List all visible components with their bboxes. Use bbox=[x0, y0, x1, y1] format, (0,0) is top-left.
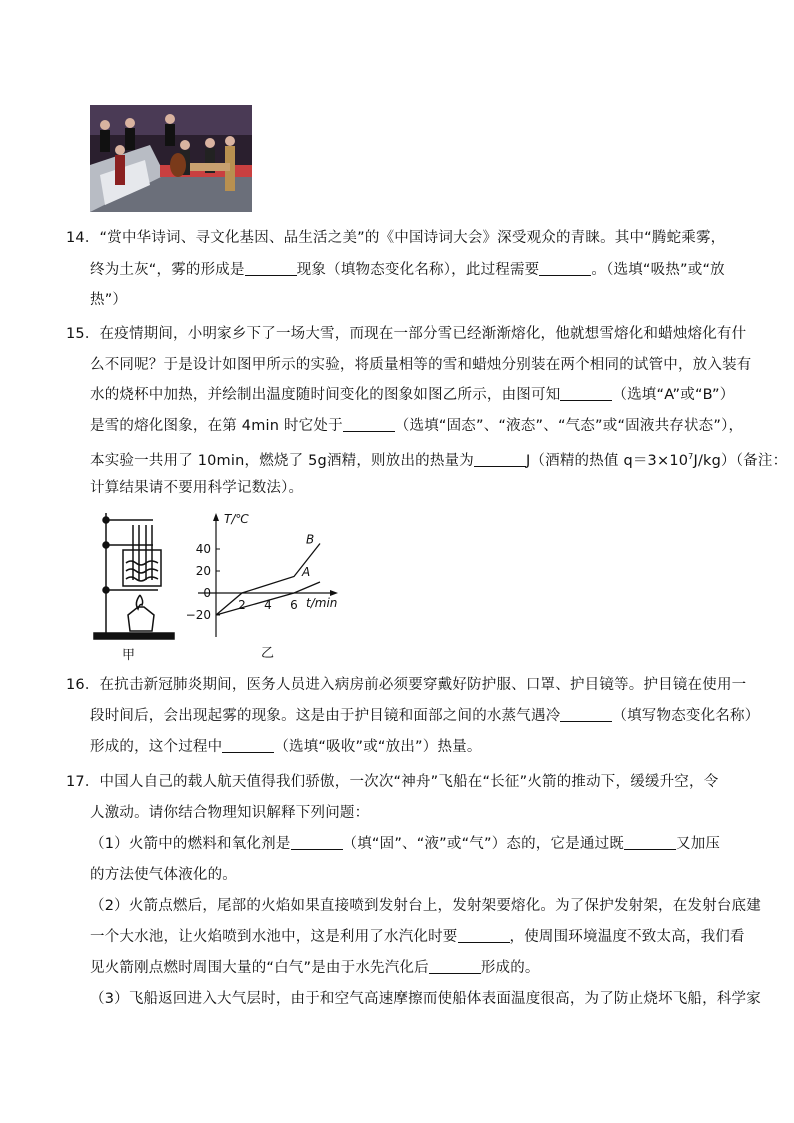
q15-text-4b: （选填“固态”、“液态”、“气态”或“固液共存状态”）， bbox=[394, 418, 744, 434]
q16-text-3b: （选填“吸收”或“放出”）热量。 bbox=[274, 739, 482, 755]
q15-exponent: 7 bbox=[688, 452, 694, 461]
x-tick-label: 2 bbox=[238, 598, 246, 612]
q17-blank-4[interactable] bbox=[429, 959, 481, 974]
q17-text-2e: 形成的。 bbox=[480, 960, 540, 976]
q16-line-3 bbox=[90, 738, 482, 756]
q15-line-2: 么不同呢？于是设计如图甲所示的实验，将质量相等的雪和蜡烛分别装在两个相同的试管中，放入装有 bbox=[90, 357, 752, 373]
graph-ticks bbox=[186, 542, 298, 622]
q15-text-5a: 本实验一共用了 10min，燃烧了 5g酒精，则放出的热量为 bbox=[90, 452, 474, 469]
q17-blank-2[interactable] bbox=[624, 835, 676, 850]
q15-blank-1[interactable] bbox=[560, 386, 612, 401]
q14-line-1: 14．“赏中华诗词、寻文化基因、品生活之美”的《中国诗词大会》深受观众的青睐。其中“腾蛇乘雾， bbox=[66, 230, 726, 246]
series-label-A: A bbox=[302, 565, 311, 579]
apparatus-and-graph bbox=[88, 505, 348, 665]
x-tick-label: 4 bbox=[264, 598, 272, 612]
q17-text-1a: （1）火箭中的燃料和氧化剂是 bbox=[90, 836, 291, 852]
q14-line-2 bbox=[90, 261, 725, 279]
q15-text-5b: J（酒精的热值 q＝3×10 bbox=[525, 452, 689, 469]
y-tick-label: 40 bbox=[195, 542, 211, 556]
q15-line-4 bbox=[90, 417, 743, 435]
q17-text-1c: 又加压 bbox=[676, 836, 721, 852]
q16-text-3a: 形成的，这个过程中 bbox=[90, 739, 223, 755]
q14-text-b: 现象（填物态变化名称），此过程需要 bbox=[296, 262, 540, 278]
q15-text-5c: J/kg）（备注： bbox=[693, 452, 788, 469]
q17-part2-line-3 bbox=[90, 959, 540, 977]
q16-text-2b: （填写物态变化名称） bbox=[612, 708, 760, 724]
q14-blank-1[interactable] bbox=[245, 261, 297, 276]
q15-line-6: 计算结果请不要用科学记数法）。 bbox=[90, 480, 304, 496]
q16-text-2a: 段时间后，会出现起雾的现象。这是由于护目镜和面部之间的水蒸气遇冷 bbox=[90, 708, 561, 724]
q17-line-1: 17．中国人自己的载人航天值得我们骄傲，一次次“神舟”飞船在“长征”火箭的推动下，缓缓升空，令 bbox=[66, 774, 719, 790]
series-label-B: B bbox=[306, 532, 315, 547]
q17-text-2b: 一个大水池，让火焰喷到水池中，这是利用了水汽化时要 bbox=[90, 929, 458, 945]
q17-text-2d: 见火箭刚点燃时周围大量的“白气”是由于水先汽化后 bbox=[90, 960, 429, 976]
q15-line-3 bbox=[90, 386, 734, 404]
q15-text-3b: （选填“A”或“B”） bbox=[612, 387, 735, 403]
q14-blank-2[interactable] bbox=[539, 261, 591, 276]
apparatus-drawing bbox=[94, 513, 174, 639]
poetry-stage-photo bbox=[90, 105, 252, 212]
y-tick-label: −20 bbox=[185, 608, 211, 622]
q15-line-5 bbox=[90, 448, 787, 470]
q17-text-2c: ，使周围环境温度不致太高，我们看 bbox=[509, 929, 745, 945]
q14-text-a: 终为土灰“，雾的形成是 bbox=[90, 262, 245, 278]
graph-ylabel: T/℃ bbox=[224, 512, 249, 526]
q15-figure bbox=[88, 505, 348, 665]
q17-text-1b: （填“固”、“液”或“气”）态的，它是通过既 bbox=[342, 836, 625, 852]
q15-blank-3[interactable] bbox=[474, 452, 526, 467]
x-tick-label: 6 bbox=[290, 598, 298, 612]
y-tick-label: 0 bbox=[203, 586, 211, 600]
q17-part2-line-2 bbox=[90, 928, 745, 946]
y-tick-label: 20 bbox=[195, 564, 211, 578]
q17-blank-1[interactable] bbox=[291, 835, 343, 850]
q17-line-2: 人激动。请你结合物理知识解释下列问题： bbox=[90, 805, 370, 821]
q16-line-1: 16．在抗击新冠肺炎期间，医务人员进入病房前必须要穿戴好防护服、口罩、护目镜等。护目镜在使用一 bbox=[66, 677, 747, 693]
graph-xlabel: t/min bbox=[306, 596, 338, 610]
figure-label-jia: 甲 bbox=[122, 648, 136, 663]
q16-blank-2[interactable] bbox=[222, 738, 274, 753]
stage-photo-drawing bbox=[90, 105, 252, 212]
q17-part3-line-1: （3）飞船返回进入大气层时，由于和空气高速摩擦而使船体表面温度很高，为了防止烧坏飞船，科学家 bbox=[90, 991, 761, 1007]
q16-blank-1[interactable] bbox=[560, 707, 612, 722]
q17-part2-line-1: （2）火箭点燃后，尾部的火焰如果直接喷到发射台上，发射架要熔化。为了保护发射架，在发射台底建 bbox=[90, 898, 761, 914]
q17-part1-line-2: 的方法使气体液化的。 bbox=[90, 867, 237, 883]
q15-blank-2[interactable] bbox=[343, 417, 395, 432]
q16-line-2 bbox=[90, 707, 759, 725]
q17-part1-line-1 bbox=[90, 835, 720, 853]
q15-text-3a: 水的烧杯中加热，并绘制出温度随时间变化的图象如图乙所示，由图可知 bbox=[90, 387, 561, 403]
q15-line-1: 15．在疫情期间，小明家乡下了一场大雪，而现在一部分雪已经渐渐熔化，他就想雪熔化和蜡烛熔化有什 bbox=[66, 326, 747, 342]
q14-text-c: 。（选填“吸热”或“放 bbox=[591, 262, 725, 278]
q17-blank-3[interactable] bbox=[458, 928, 510, 943]
q14-line-3: 热”） bbox=[90, 292, 128, 308]
graph-axes bbox=[195, 513, 338, 637]
figure-label-yi: 乙 bbox=[261, 646, 275, 661]
q15-text-4a: 是雪的熔化图象，在第 4min 时它处于 bbox=[90, 418, 343, 434]
